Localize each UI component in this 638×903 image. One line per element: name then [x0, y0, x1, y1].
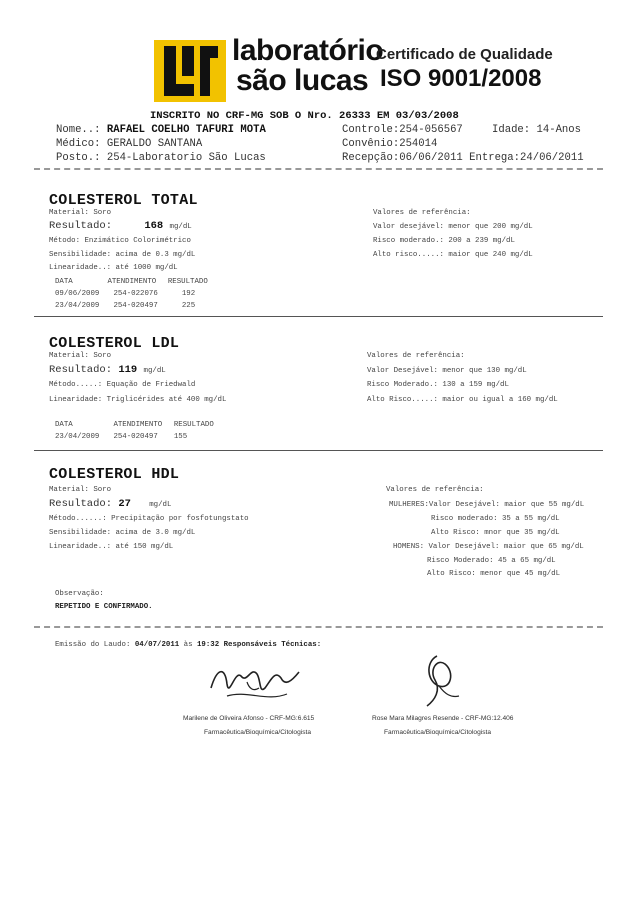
signature-1: [207, 658, 303, 708]
ldl-ref-title: Valores de referência:: [367, 352, 465, 360]
signature-2: [415, 652, 465, 710]
ct-hist-atendimento: 254-022076: [113, 290, 158, 298]
hdl-metodo: Método......: Precipitação por fosfotungstato: [49, 515, 249, 523]
ct-hist-data: 23/04/2009: [55, 302, 100, 310]
ldl-ref-1: Valor Desejável: menor que 130 mg/dL: [367, 367, 527, 375]
patient-name: [56, 124, 266, 136]
logo-cert-label: Certificado de Qualidade: [376, 46, 553, 63]
hdl-ref-1: MULHERES:Valor Desejável: maior que 55 mg/dL: [389, 501, 585, 509]
logo-name-line2: são lucas: [236, 64, 369, 97]
controle-line: Controle:254-056567: [342, 124, 463, 136]
ct-resultado-unit: mg/dL: [169, 223, 192, 231]
hdl-ref-5: Risco Moderado: 45 a 65 mg/dL: [427, 557, 556, 565]
hdl-resultado-label: Resultado:: [49, 498, 113, 510]
ldl-hist-data: 23/04/2009: [55, 433, 100, 441]
hdl-ref-4: HOMENS: Valor Desejável: maior que 65 mg/dL: [393, 543, 584, 551]
ldl-resultado-label: Resultado:: [49, 364, 113, 376]
ct-ref-3: Alto risco.....: maior que 240 mg/dL: [373, 251, 533, 259]
observacao-text: REPETIDO E CONFIRMADO.: [55, 603, 153, 611]
idade-line: Idade: 14-Anos: [492, 124, 582, 136]
ct-ref-2: Risco moderado.: 200 a 239 mg/dL: [373, 237, 515, 245]
ldl-hist-resultado: 155: [173, 433, 188, 441]
section-title-colesterol-total: COLESTEROL TOTAL: [49, 192, 198, 209]
ldl-hist-col-data: DATA: [55, 421, 73, 429]
signatory-1-name: Marilene de Oliveira Afonso - CRF-MG:6.615: [183, 715, 315, 722]
ct-hist-data: 09/06/2009: [55, 290, 100, 298]
hdl-ref-2: Risco moderado: 35 a 55 mg/dL: [431, 515, 560, 523]
ct-history-row: [55, 302, 195, 310]
emissao-date: 04/07/2011: [134, 641, 180, 649]
ldl-history-header: [55, 421, 214, 429]
ct-history-row: [55, 290, 195, 298]
hdl-material: Material: Soro: [49, 486, 112, 494]
hdl-ref-3: Alto Risco: mnor que 35 mg/dL: [431, 529, 560, 537]
patient-name-label: Nome..:: [56, 124, 101, 136]
ldl-history-row: [55, 433, 187, 441]
logo: [150, 34, 553, 100]
ldl-resultado-unit: mg/dL: [143, 367, 166, 375]
signatory-2-name: Rose Mara Milagres Resende - CRF-MG:12.406: [372, 715, 514, 722]
header-divider: [34, 168, 603, 170]
logo-iso: ISO 9001/2008: [380, 65, 542, 92]
emissao-line: [55, 641, 321, 649]
ldl-metodo: Método.....: Equação de Friedwald: [49, 381, 196, 389]
hdl-linearidade: Linearidade..: até 150 mg/dL: [49, 543, 174, 551]
signatory-1-role: Farmacêutica/Bioquímica/Citologista: [204, 729, 312, 736]
ct-hist-col-atendimento: ATENDIMENTO: [107, 278, 157, 286]
ct-ref-title: Valores de referência:: [373, 209, 471, 217]
ct-material: Material: Soro: [49, 209, 112, 217]
ldl-hist-col-resultado: RESULTADO: [173, 421, 214, 429]
posto-line: Posto.: 254-Laboratorio São Lucas: [56, 152, 266, 164]
convenio-line: Convênio:254014: [342, 138, 438, 150]
ct-hist-resultado: 225: [181, 302, 196, 310]
ct-resultado-value: 168: [144, 220, 164, 232]
hdl-resultado: [49, 498, 171, 510]
logo-name-line1: laboratório: [232, 34, 384, 67]
ct-sensibilidade: Sensibilidade: acima de 0.3 mg/dL: [49, 251, 196, 259]
ldl-linearidade: Linearidade: Triglicérides até 400 mg/dL: [49, 396, 227, 404]
ldl-ref-2: Risco Moderado.: 130 a 159 mg/dL: [367, 381, 509, 389]
ldl-material: Material: Soro: [49, 352, 112, 360]
ct-linearidade: Linearidade..: até 1000 mg/dL: [49, 264, 178, 272]
hdl-resultado-value: 27: [118, 498, 131, 510]
ct-metodo: Método: Enzimático Colorimétrico: [49, 237, 191, 245]
ldl-hist-col-atendimento: ATENDIMENTO: [113, 421, 163, 429]
signatory-2-role: Farmacêutica/Bioquímica/Citologista: [384, 729, 492, 736]
ct-history-header: [55, 278, 208, 286]
ldl-resultado: [49, 364, 166, 376]
section-title-colesterol-hdl: COLESTEROL HDL: [49, 466, 180, 483]
ct-hist-col-resultado: RESULTADO: [167, 278, 208, 286]
hdl-ref-title: Valores de referência:: [386, 486, 484, 494]
footer-divider: [34, 626, 603, 628]
section-divider: [34, 450, 603, 451]
emissao-label: Emissão do Laudo:: [55, 641, 131, 649]
ldl-resultado-value: 119: [118, 364, 138, 376]
ct-resultado-label: Resultado:: [49, 220, 113, 232]
ct-hist-resultado: 192: [181, 290, 196, 298]
hdl-sensibilidade: Sensibilidade: acima de 3.0 mg/dL: [49, 529, 196, 537]
hdl-resultado-unit: mg/dL: [149, 501, 172, 509]
ct-hist-atendimento: 254-020497: [113, 302, 158, 310]
section-divider: [34, 316, 603, 317]
registration-line: INSCRITO NO CRF-MG SOB O Nro. 26333 EM 03/03/2008: [150, 110, 459, 122]
section-title-colesterol-ldl: COLESTEROL LDL: [49, 335, 180, 352]
hdl-ref-6: Alto Risco: menor que 45 mg/dL: [427, 570, 561, 578]
emissao-as: às: [183, 641, 193, 649]
ldl-ref-3: Alto Risco.....: maior ou igual a 160 mg/dL: [367, 396, 558, 404]
doctor-line: Médico: GERALDO SANTANA: [56, 138, 203, 150]
observacao-label: Observação:: [55, 590, 104, 598]
patient-name-value: RAFAEL COELHO TAFURI MOTA: [106, 124, 266, 136]
responsaveis-label: Responsáveis Técnicas:: [223, 641, 322, 649]
logo-mark-icon: [154, 40, 226, 102]
recepcao-line: Recepção:06/06/2011 Entrega:24/06/2011: [342, 152, 584, 164]
ct-resultado: [49, 220, 192, 232]
emissao-time: 19:32: [196, 641, 220, 649]
ct-ref-1: Valor desejável: menor que 200 mg/dL: [373, 223, 533, 231]
ldl-hist-atendimento: 254-020497: [113, 433, 158, 441]
ct-hist-col-data: DATA: [55, 278, 73, 286]
